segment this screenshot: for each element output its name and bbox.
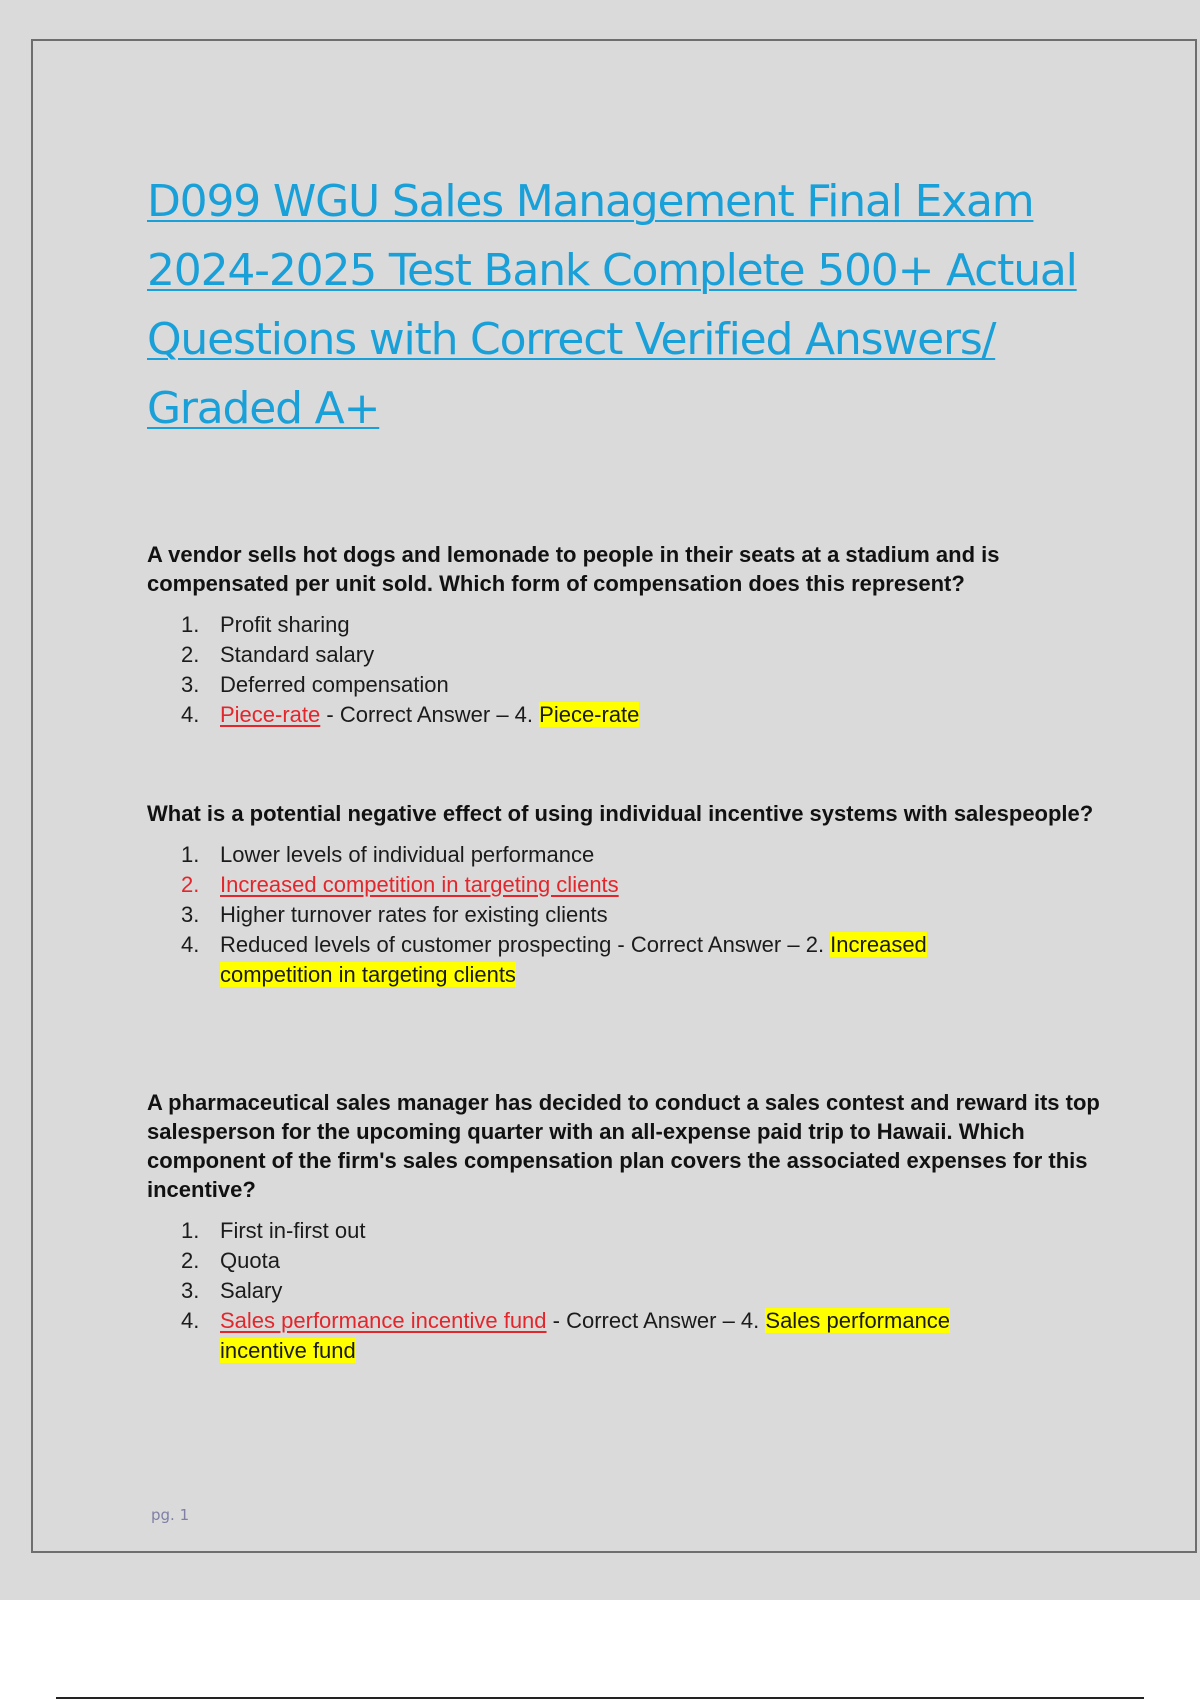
option-number: 1. xyxy=(181,1218,200,1243)
option-item xyxy=(147,930,1147,990)
option-text: Increased competition in targeting clients xyxy=(220,872,619,897)
option-item xyxy=(147,1246,1147,1276)
bottom-divider xyxy=(56,1697,1144,1699)
option-number: 1. xyxy=(181,612,200,637)
correct-answer-label: - Correct Answer – 4. xyxy=(546,1308,766,1333)
question-text: A vendor sells hot dogs and lemonade to people in their seats at a stadium and is compensated per unit sold. Which form of compensation does this represent? xyxy=(147,542,1000,596)
option-text: Lower levels of individual performance xyxy=(220,842,595,867)
title-line[interactable]: Graded A+ xyxy=(147,383,380,434)
title-line[interactable]: Questions with Correct Verified Answers/ xyxy=(147,314,996,365)
option-text: Sales performance incentive fund xyxy=(220,1308,547,1333)
option-number: 2. xyxy=(181,642,200,667)
option-list xyxy=(147,1216,1147,1366)
document-page xyxy=(31,39,1197,1553)
option-number: 3. xyxy=(181,1278,200,1303)
title-line[interactable]: D099 WGU Sales Management Final Exam xyxy=(147,176,1034,227)
option-text: Quota xyxy=(220,1248,280,1273)
question-text: A pharmaceutical sales manager has decided to conduct a sales contest and reward its top salesperson for the upcoming quarter with an all-expense paid trip to Hawaii. Which component of the firm's sales compensation plan covers the associated expenses for this incentive? xyxy=(147,1090,1100,1202)
highlighted-answer: competition in targeting clients xyxy=(220,962,516,987)
highlighted-answer: incentive fund xyxy=(220,1338,356,1363)
option-text: Piece-rate xyxy=(220,702,321,727)
option-text: Higher turnover rates for existing clients xyxy=(220,902,608,927)
document-title[interactable] xyxy=(147,167,1147,443)
option-number: 2. xyxy=(181,872,200,897)
title-line[interactable]: 2024-2025 Test Bank Complete 500+ Actual xyxy=(147,245,1077,296)
option-item xyxy=(147,900,1147,930)
question-text: What is a potential negative effect of using individual incentive systems with salespeople? xyxy=(147,801,1094,826)
option-text: Standard salary xyxy=(220,642,375,667)
correct-answer-label: - Correct Answer – 4. xyxy=(320,702,540,727)
option-item xyxy=(147,670,1147,700)
option-number: 2. xyxy=(181,1248,200,1273)
option-number: 4. xyxy=(181,932,200,957)
option-item xyxy=(147,1216,1147,1246)
option-text: First in-first out xyxy=(220,1218,366,1243)
question-block-3 xyxy=(147,1088,1147,1366)
option-item xyxy=(147,840,1147,870)
option-list xyxy=(147,610,1147,730)
option-item xyxy=(147,700,1147,730)
option-number: 3. xyxy=(181,902,200,927)
question-block-1 xyxy=(147,540,1147,730)
highlighted-answer: Increased xyxy=(830,932,927,957)
page-number: pg. 1 xyxy=(151,1506,190,1524)
option-list xyxy=(147,840,1147,990)
option-text: Salary xyxy=(220,1278,283,1303)
option-number: 1. xyxy=(181,842,200,867)
option-item xyxy=(147,870,1147,900)
option-number: 4. xyxy=(181,702,200,727)
highlighted-answer: Sales performance xyxy=(765,1308,951,1333)
option-item xyxy=(147,1306,1147,1366)
option-item xyxy=(147,610,1147,640)
option-number: 3. xyxy=(181,672,200,697)
option-number: 4. xyxy=(181,1308,200,1333)
option-item xyxy=(147,640,1147,670)
option-text: Reduced levels of customer prospecting - Correct Answer – 2. xyxy=(220,932,831,957)
option-text: Profit sharing xyxy=(220,612,350,637)
question-block-2 xyxy=(147,799,1147,990)
option-item xyxy=(147,1276,1147,1306)
highlighted-answer: Piece-rate xyxy=(539,702,640,727)
option-text: Deferred compensation xyxy=(220,672,449,697)
